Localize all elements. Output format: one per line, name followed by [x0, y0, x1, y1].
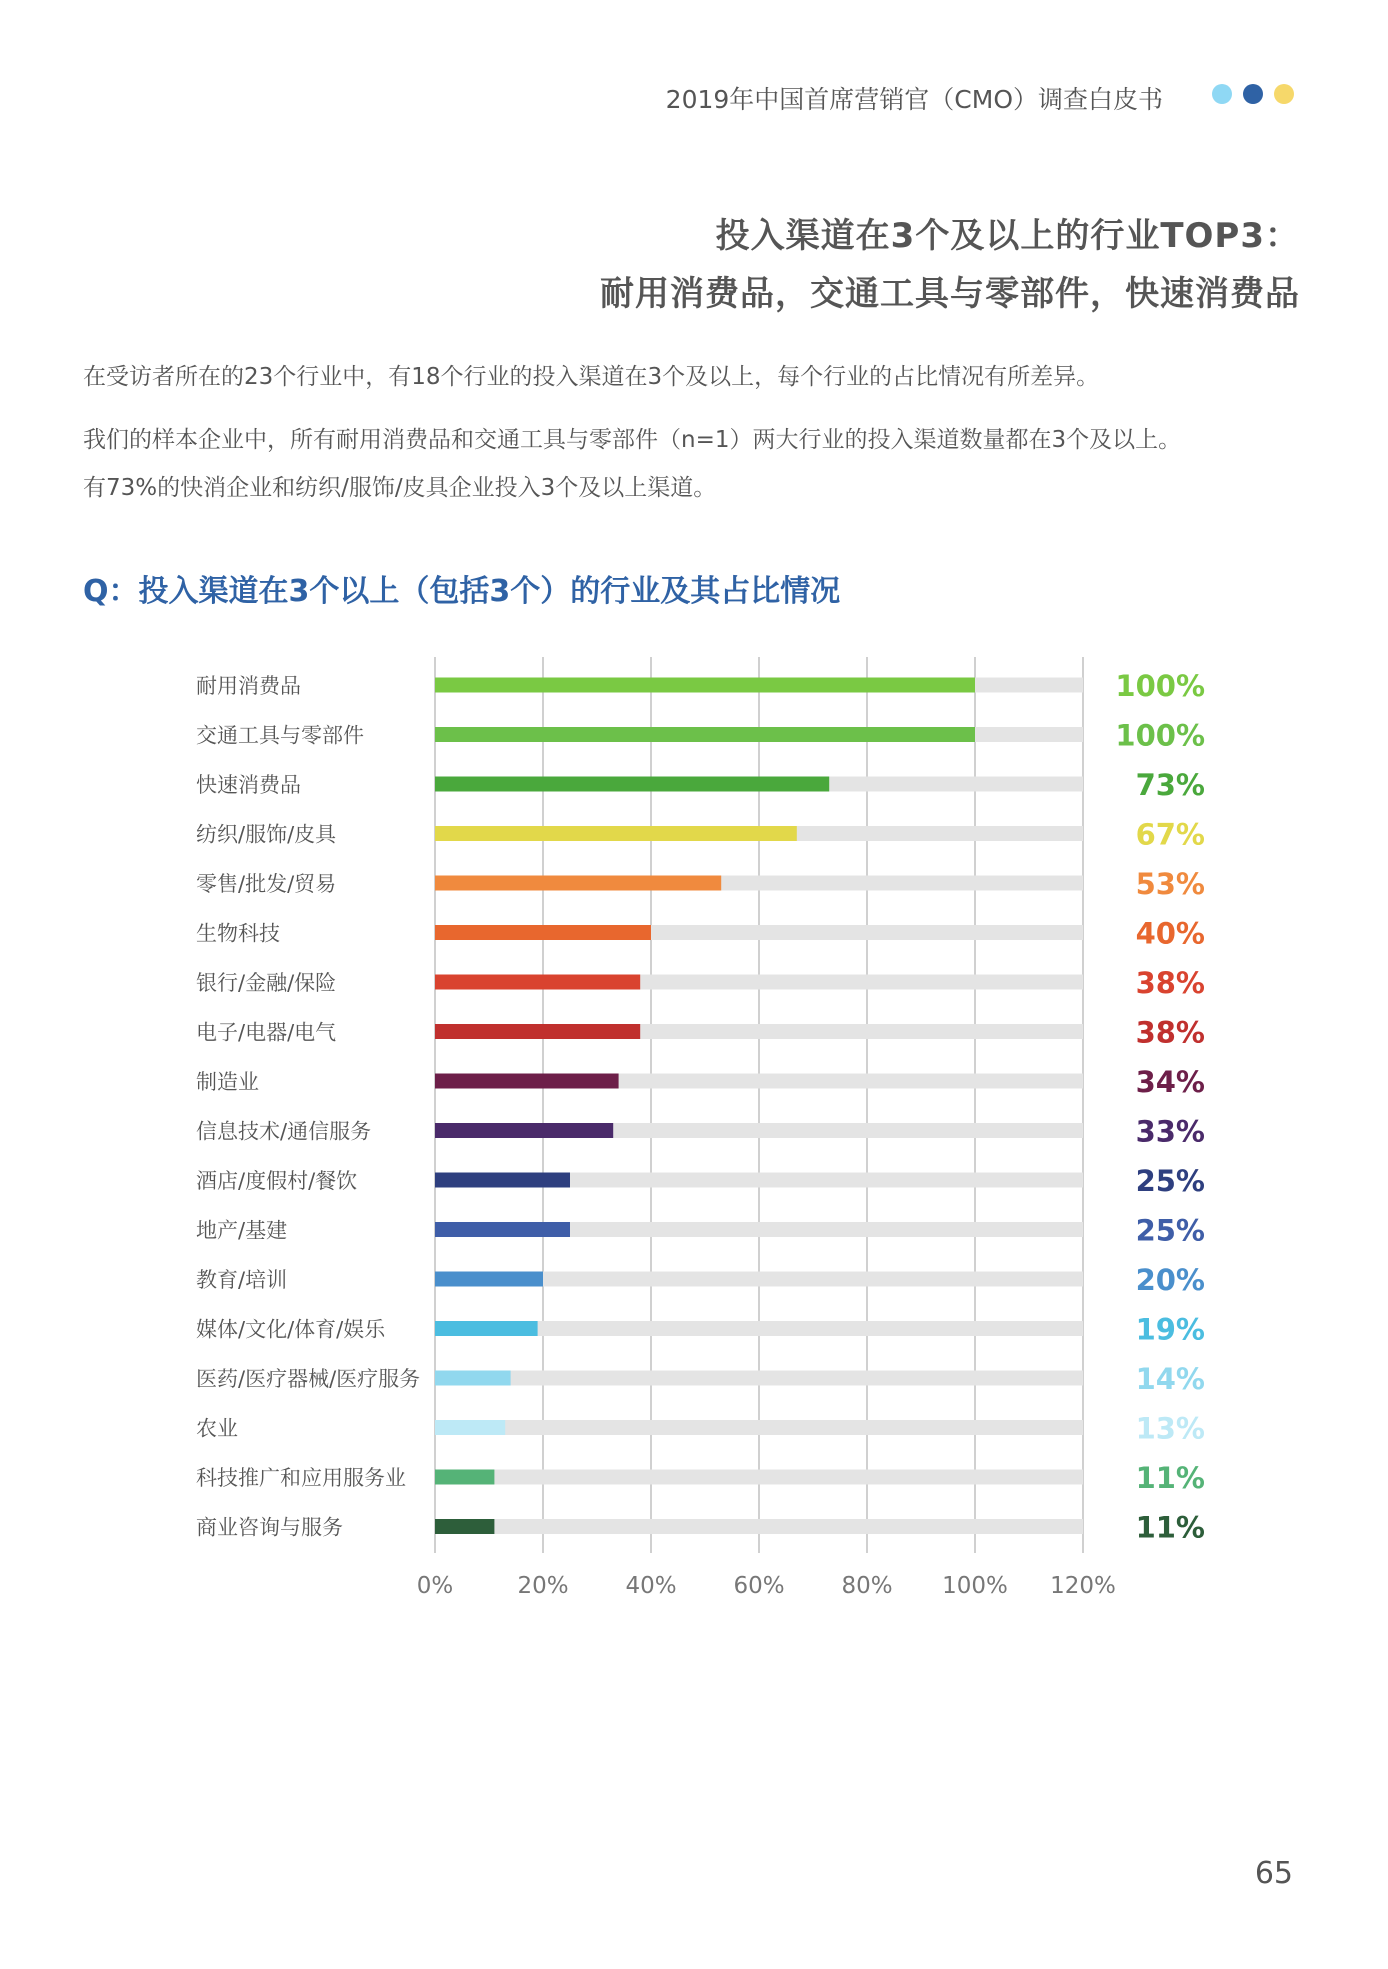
category-label: 农业 [196, 1416, 238, 1441]
x-tick-label: 40% [625, 1573, 677, 1599]
bar [435, 1123, 613, 1138]
category-label: 地产/基建 [196, 1218, 288, 1243]
main-title-line1: 投入渠道在3个及以上的行业TOP3： [715, 216, 1300, 256]
category-label: 医药/医疗器械/医疗服务 [196, 1367, 421, 1391]
value-label: 33% [1135, 1114, 1205, 1149]
value-label: 100% [1115, 669, 1205, 703]
category-label: 银行/金融/保险 [196, 971, 337, 995]
bar [435, 678, 975, 693]
bar [435, 1074, 619, 1089]
category-label: 电子/电器/电气 [196, 1020, 337, 1045]
category-label: 交通工具与零部件 [196, 723, 364, 748]
bar [435, 975, 640, 990]
x-tick-label: 120% [1050, 1573, 1116, 1599]
paragraph-3: 有73%的快消企业和纺织/服饰/皮具企业投入3个及以上渠道。 [83, 475, 717, 501]
bar-track [435, 1420, 1083, 1435]
chart-question: Q：投入渠道在3个以上（包括3个）的行业及其占比情况 [83, 574, 841, 609]
paragraph-2: 我们的样本企业中，所有耐用消费品和交通工具与零部件（n=1）两大行业的投入渠道数量都在3个及以上。 [83, 427, 1182, 453]
bar [435, 1470, 494, 1485]
value-label: 38% [1135, 966, 1205, 1000]
main-title-line2: 耐用消费品，交通工具与零部件，快速消费品 [600, 274, 1300, 314]
bar [435, 1272, 543, 1287]
category-label: 酒店/度假村/餐饮 [196, 1169, 358, 1193]
bar-track [435, 1470, 1083, 1485]
bar [435, 1420, 505, 1435]
bar [435, 727, 975, 742]
value-label: 40% [1135, 916, 1205, 951]
category-label: 耐用消费品 [196, 674, 301, 698]
bar [435, 1519, 494, 1534]
page-number: 65 [1254, 1856, 1293, 1891]
value-label: 14% [1135, 1362, 1205, 1396]
bar [435, 826, 797, 841]
header-title: 2019年中国首席营销官（CMO）调查白皮书 [665, 85, 1163, 114]
bar [435, 1024, 640, 1039]
value-label: 34% [1135, 1065, 1205, 1099]
value-label: 25% [1135, 1164, 1205, 1198]
value-label: 20% [1135, 1263, 1205, 1297]
bar [435, 1321, 538, 1336]
x-tick-label: 80% [841, 1573, 893, 1599]
x-tick-label: 100% [942, 1573, 1008, 1599]
x-tick-label: 20% [517, 1573, 569, 1599]
value-label: 13% [1135, 1411, 1205, 1446]
value-label: 53% [1135, 867, 1205, 901]
category-label: 媒体/文化/体育/娱乐 [196, 1317, 386, 1342]
bar [435, 777, 829, 792]
category-label: 教育/培训 [196, 1268, 288, 1292]
value-label: 25% [1135, 1213, 1205, 1248]
bar [435, 1173, 570, 1188]
category-label: 商业咨询与服务 [196, 1515, 343, 1540]
value-label: 19% [1135, 1312, 1205, 1347]
bar [435, 1222, 570, 1237]
value-label: 11% [1135, 1461, 1205, 1495]
x-tick-label: 60% [733, 1573, 785, 1599]
category-label: 生物科技 [196, 921, 280, 946]
bar [435, 925, 651, 940]
category-label: 制造业 [196, 1070, 259, 1094]
value-label: 11% [1135, 1510, 1205, 1545]
category-label: 科技推广和应用服务业 [196, 1466, 406, 1490]
value-label: 100% [1115, 718, 1205, 753]
category-label: 纺织/服饰/皮具 [196, 822, 337, 847]
category-label: 快速消费品 [196, 773, 301, 797]
bar-track [435, 1371, 1083, 1386]
category-label: 零售/批发/贸易 [196, 872, 337, 896]
paragraph-1: 在受访者所在的23个行业中，有18个行业的投入渠道在3个及以上，每个行业的占比情况有所差异。 [83, 364, 1100, 390]
value-label: 73% [1135, 768, 1205, 802]
bar-track [435, 1519, 1083, 1534]
bar [435, 1371, 511, 1386]
category-label: 信息技术/通信服务 [196, 1119, 372, 1144]
value-label: 67% [1135, 817, 1205, 852]
bar [435, 876, 721, 891]
value-label: 38% [1135, 1015, 1205, 1050]
x-tick-label: 0% [416, 1573, 454, 1599]
